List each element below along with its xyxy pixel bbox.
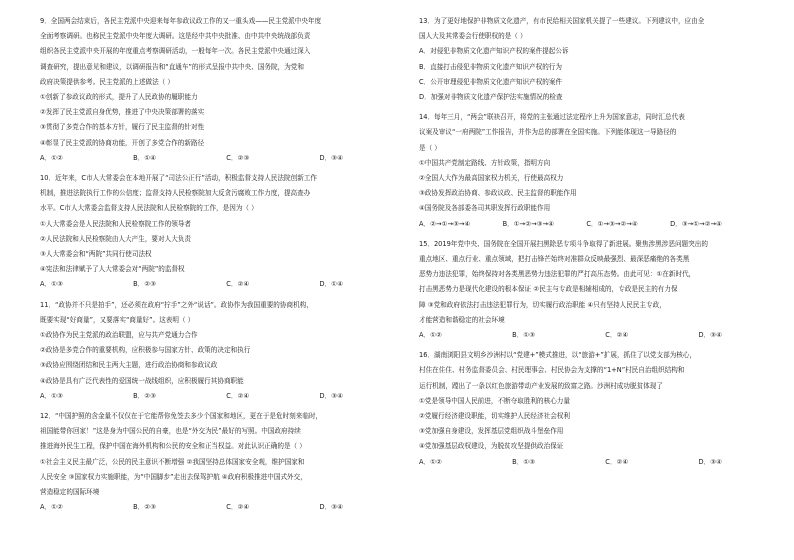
question-block: [419, 14, 772, 105]
answer-option[interactable]: D．③④: [319, 391, 343, 400]
statement-item: ①人大常委会是人民法院和人民检察院工作的领导者: [40, 219, 191, 228]
question-stem-line: 打击黑恶势力是现代化建设的根本保证 ②民主与专政是相辅相成的，专政是民主的有力保: [419, 285, 678, 294]
question-stem-line: 运行机制，蹚出了一条以红色旅游带动产业发展的致富之路。沙洲村成功脱贫体现了: [419, 381, 663, 390]
question-block: [40, 298, 393, 404]
statement-item: ②人民法院和人民检察院由人大产生，要对人大负责: [40, 234, 191, 243]
answer-option[interactable]: B．①③: [512, 331, 536, 340]
question-stem-line: 议案及审议“一府两院”工作报告，并作为总的部署在全国实施。下列能体现这一导路径的: [419, 128, 677, 137]
answer-option[interactable]: C．②④: [226, 280, 250, 289]
answer-option[interactable]: A．①②: [419, 457, 442, 466]
statement-item: ①政协作为民主党派的政治联盟，应与共产党通力合作: [40, 331, 198, 340]
statement-item: ④政协是具有广泛代表性的爱国统一战线组织，应积极履行其协商职能: [40, 376, 244, 385]
question-block: [419, 237, 772, 343]
statement-item: ③人大常委会和“两院”共同行使司法权: [40, 250, 152, 259]
answer-option[interactable]: D．③④: [698, 457, 722, 466]
question-stem-line: 重点地区、重点行业、重点领域，把打击锋芒始终对准群众反映最强烈、最深恶痛绝的各类黑: [419, 255, 690, 264]
answer-options: [419, 328, 772, 343]
question-stem-line: 营造稳定的国际环境: [40, 488, 100, 497]
question-stem-line: 水平。C市人大常委会监督支持人民法院和人民检察院的工作，是因为（ ）: [40, 204, 258, 213]
statement-item: C．公开审理侵犯非物质文化遗产知识产权的案件: [419, 77, 563, 86]
question-stem-line: 13．为了更好地保护非物质文化遗产，有市民给相关国家机关提了一些建议。下列建议中，应由全: [419, 17, 705, 25]
statement-item: ④党加强基层政权建设，为脱贫攻坚提供政治保证: [419, 442, 564, 451]
question-block: [40, 171, 393, 293]
question-block: [419, 110, 772, 232]
question-stem-line: 障 ③党和政府依法打击违法犯罪行为，切实履行政治职能 ④只有坚持人民民主专政，: [419, 300, 666, 309]
answer-option[interactable]: D．③④: [319, 503, 343, 512]
statement-item: B．直接打击侵犯非物质文化遗产知识产权的行为: [419, 62, 562, 71]
question-stem-line: 11．“政协并不只是拍手”，还必须在政府“拧手”之外“说话”。政协作为我国重要的协商机构，: [40, 300, 313, 309]
statement-item: D．加强对非物质文化遗产保护法实施情况的检查: [419, 93, 563, 102]
answer-option[interactable]: A．①②: [40, 153, 63, 162]
question-stem-line: 调查研究，提出意见和建议，以调研报告和“直通车”的形式呈报中共中央、国务院，为党和: [40, 62, 304, 71]
statement-item: ②政协是多党合作的重要机构，应积极参与国家方针、政策的决定和执行: [40, 346, 251, 355]
question-stem-line: 推进海外民生工程，保护中国在海外机构和公民的安全和正当权益。对此认识正确的是（ ）: [40, 442, 306, 451]
answer-option[interactable]: D．①④: [319, 280, 343, 289]
right-column: [419, 14, 772, 560]
answer-option[interactable]: C．②③: [226, 153, 250, 162]
answer-options: [40, 500, 393, 515]
answer-options: [40, 151, 393, 166]
statement-item: ②全国人大作为最高国家权力机关，行使最高权力: [419, 174, 564, 183]
answer-option[interactable]: C．②④: [226, 391, 250, 400]
question-stem-line: 组织各民主党派中央开展的年度重点考察调研活动，一般每年一次。各民主党派中央通过深入: [40, 47, 311, 56]
question-stem-line: 政府决策提供参考。民主党派的上述做法（ ）: [40, 77, 174, 86]
question-stem-line: 是（ ）: [419, 143, 441, 152]
question-stem-line: 全面考察调研。也称民主党派中央年度大调研。这是经中共中央批准、由中共中央统战部负责: [40, 32, 311, 41]
answer-option[interactable]: B．②③: [133, 503, 157, 512]
answer-option[interactable]: C．②④: [226, 503, 250, 512]
answer-option[interactable]: B．②③: [133, 391, 157, 400]
question-stem-line: 祖国能带你回家！”这是身为中国公民的自豪，也是“外交为民”最好的写照。中国政府持续: [40, 427, 301, 436]
question-spacer: [419, 470, 772, 475]
statement-item: ③贯彻了多党合作的基本方针，履行了民主监督的针对性: [40, 123, 205, 132]
answer-options: [40, 389, 393, 404]
question-stem-line: 人民安全 ③国家权力实施职能，为“中国脚步”走出去保驾护航 ④政府积极推进中国式外交，: [40, 472, 307, 481]
answer-option[interactable]: C．②④: [605, 331, 629, 340]
question-stem-line: 9．全国两会结束后，各民主党派中央迎来每年参政议政工作的又一重头戏——民主党派中央年度: [40, 17, 322, 25]
answer-option[interactable]: D．③④: [319, 153, 343, 162]
question-stem-line: ①社会主义民主最广泛，公民的民主意识不断增强 ②我国坚持总体国家安全观，维护国家和: [40, 457, 305, 466]
answer-option[interactable]: C．①→③→②→④: [586, 219, 638, 228]
question-stem-line: 10．近年来，C市人大常委会在本地开展了“司法公正行”活动，积极监督支持人民法院创新工作: [40, 174, 317, 183]
question-stem-line: 机制，推进法院执行工作的公信度；监督支持人民检察院加大反贪污腐败工作力度，提高查办: [40, 189, 311, 198]
question-stem-line: 14．每年三月，“两会”联袂召开，将党的主张通过法定程序上升为国家意志，同时汇总代表: [419, 113, 685, 122]
statement-item: ③政协应围绕团结和民主两大主题，进行政治协商和参政议政: [40, 361, 218, 370]
answer-options: [40, 277, 393, 292]
question-stem-line: 12．“中国护照的含金量不仅仅在于它能帮你免签去多少个国家和地区，更在于是危时刻来临时，: [40, 412, 323, 421]
statement-item: ④宪法和法律赋予了人大常委会对“两院”的监督权: [40, 265, 185, 274]
question-stem-line: 村住在住住、村务监督委员会、村民理事会、村民协会为支撑的“1+N”村民自治组织结构和: [419, 366, 685, 375]
answer-options: [419, 217, 772, 232]
question-block: [40, 14, 393, 166]
question-stem-line: 15．2019年党中央、国务院在全国开展扫黑除恶专项斗争取得了新进展。聚焦涉黑涉恶问题突出的: [419, 239, 708, 248]
statement-item: ④彰显了民主党派的协商功能，开创了多党合作的新路径: [40, 138, 205, 147]
answer-option[interactable]: D．③→①→②→④: [670, 219, 722, 228]
question-stem-line: 既要实现“好商量”，又要落实“商量好”。这表明（ ）: [40, 315, 195, 324]
statement-item: ③政协发挥政治协商、参政议政、民主监督的职能作用: [419, 189, 577, 198]
question-stem-line: 国人大及其常委会行使职权的是（ ）: [419, 32, 527, 41]
question-spacer: [40, 516, 393, 521]
answer-option[interactable]: A．②→①→③→④: [419, 219, 471, 228]
statement-item: ③党加强自身建设，发挥基层党组织战斗堡垒作用: [419, 427, 564, 436]
question-block: [40, 409, 393, 515]
statement-item: ②发挥了民主党派自身优势，推进了中央决策部署的落实: [40, 108, 205, 117]
statement-item: ①中国共产党制定路线、方针政策，指明方向: [419, 158, 551, 167]
answer-option[interactable]: D．③④: [698, 331, 722, 340]
answer-option[interactable]: A．①②: [40, 503, 63, 512]
statement-item: ④国务院及各部委各司其职发挥行政职能作用: [419, 204, 551, 213]
answer-option[interactable]: B．①④: [133, 153, 157, 162]
answer-option[interactable]: C．②④: [605, 457, 629, 466]
answer-option[interactable]: B．②③: [133, 280, 157, 289]
left-column: [40, 14, 393, 560]
question-block: [419, 348, 772, 470]
statement-item: ①创新了参政议政的形式，提升了人民政协的履职能力: [40, 93, 198, 102]
answer-option[interactable]: B．①③: [512, 457, 536, 466]
answer-option[interactable]: A．①③: [40, 391, 63, 400]
statement-item: A．对侵犯非物质文化遗产知识产权的案件提起公诉: [419, 47, 569, 56]
question-stem-line: 才能营造和谐稳定的社会环境: [419, 315, 505, 324]
statement-item: ②党履行经济建设职能，切实维护人民经济社会权利: [419, 412, 570, 421]
answer-options: [419, 455, 772, 470]
question-stem-line: 16．湖南浏阳县文明乡沙洲村以“党建+”模式推进，以“旅游+”扩展，抓住了以党支部为核心，: [419, 351, 697, 360]
answer-option[interactable]: A．①③: [40, 280, 63, 289]
answer-option[interactable]: A．①②: [419, 331, 442, 340]
question-stem-line: 恶势力违法犯罪，始终保持对各类黑恶势力违法犯罪的严打高压态势。由此可见：①在新时代，: [419, 270, 696, 279]
answer-option[interactable]: B．①→②→③→④: [502, 219, 554, 228]
statement-item: ①党是领导中国人民前进，不断夺取胜利的核心力量: [419, 396, 570, 405]
